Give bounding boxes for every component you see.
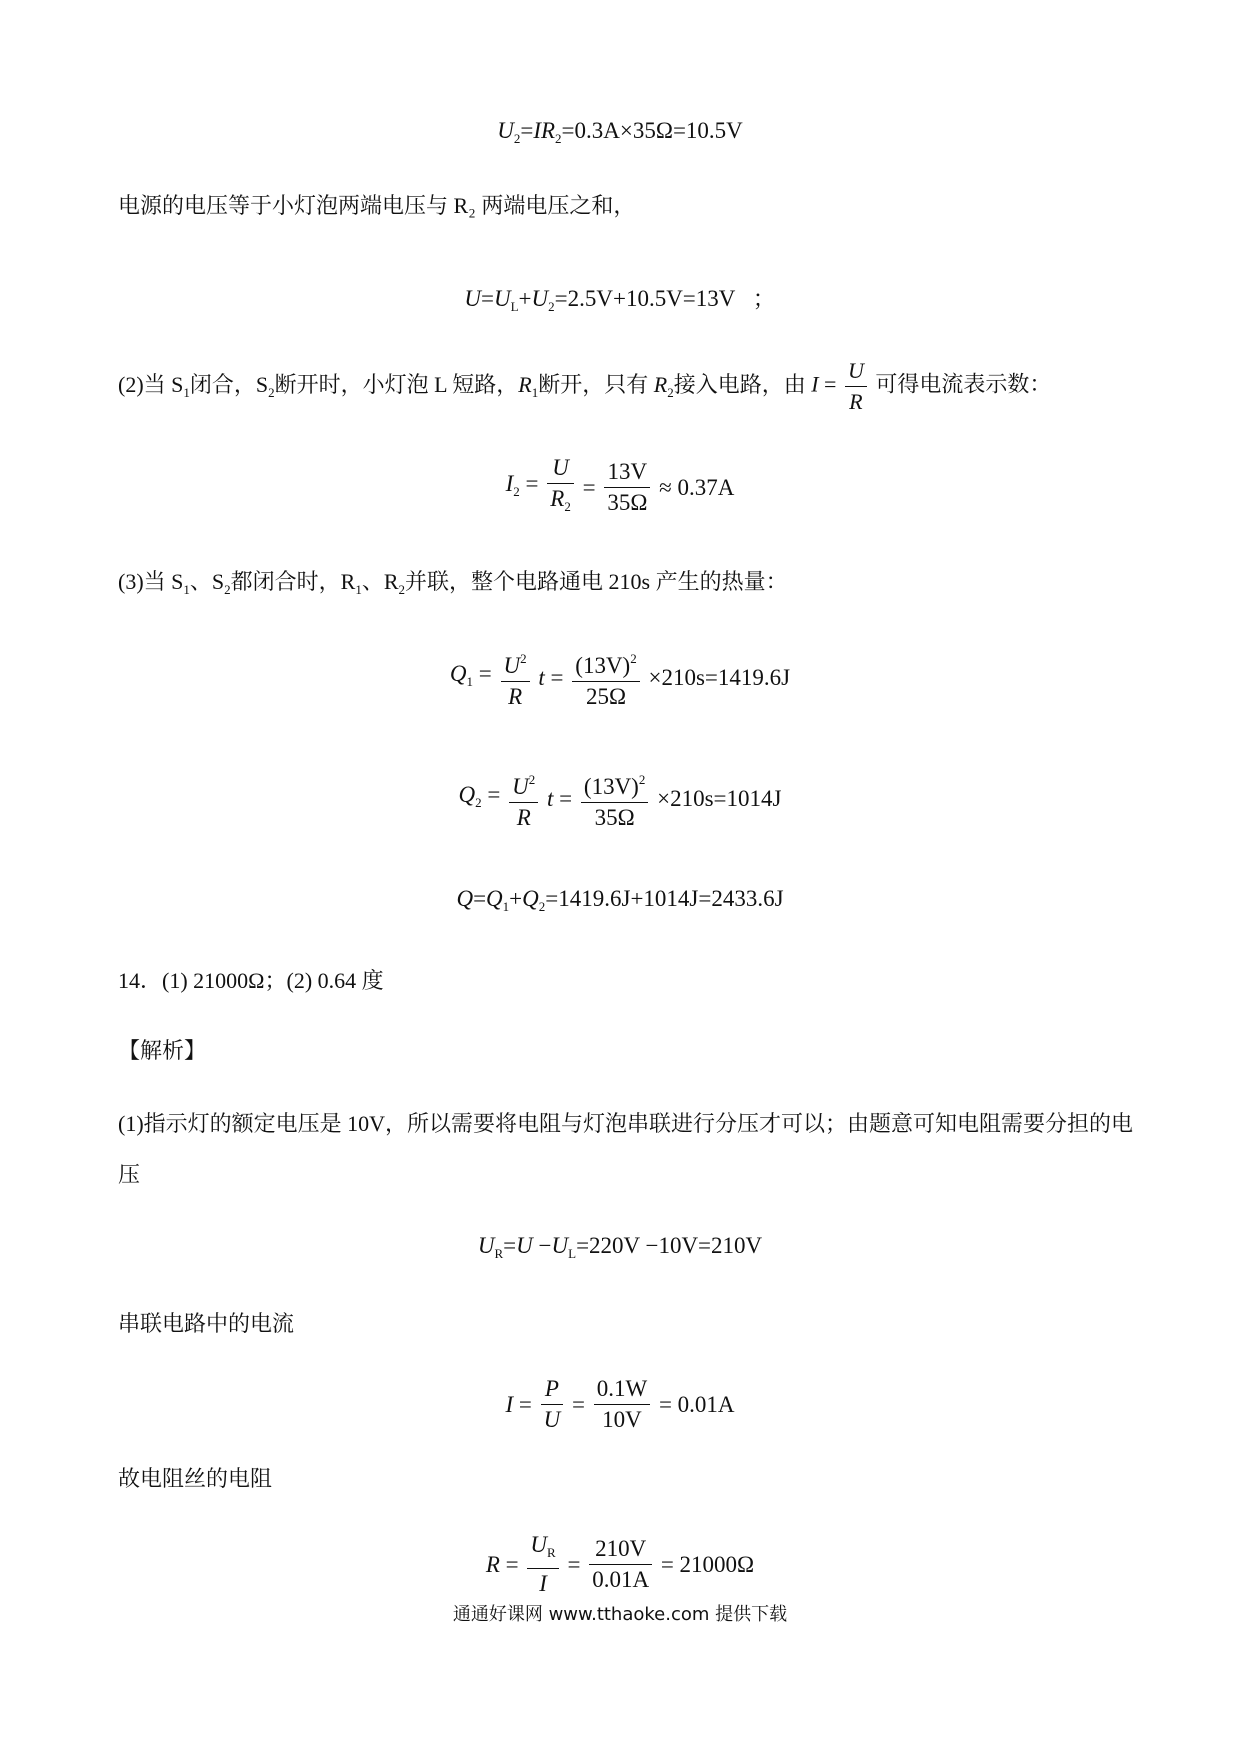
paragraph-resistance: 故电阻丝的电阻 xyxy=(118,1466,273,1491)
paragraph-case-2 xyxy=(118,356,1051,417)
equation-q-total: $Q=Q_1+Q_2=1419.6J+1014J=2433.6J$ xyxy=(456,886,784,914)
equation-q2: $Q_2$ = $\frac{U^2}{R}$ t = $\frac{(13V)^2}{35\Omega}$ ×210s=1014J xyxy=(0,765,1240,833)
paragraph-case-3: (3)当 $S_1$、$S_2$都闭合时，$R_1$、$R_2$并联，整个电路通电 210s 产生的热量： xyxy=(118,569,788,597)
paragraph-analysis-1-cont: 压 xyxy=(118,1162,141,1187)
equation-r: R = $\frac{U_R}{I}$ = $\frac{210V}{0.01A}$ = 21000Ω xyxy=(485,1532,755,1596)
ohm-law-inline: I = $\frac{U}{R}$ xyxy=(811,356,870,417)
paragraph-analysis-1: (1)指示灯的额定电压是 10V，所以需要将电阻与灯泡串联进行分压才可以；由题意可知电阻需要分担的电 xyxy=(118,1111,1134,1136)
equation-u2: $U_2=IR_2=0.3A\times 35\Omega=10.5V$ xyxy=(497,118,743,146)
equation-i2: $I_2$ = $\frac{U}{R_2}$ = $\frac{13V}{35\Omega}$ ≈ 0.37A xyxy=(505,455,735,515)
answer-14: 14．(1) 21000Ω；(2) 0.64 度 xyxy=(118,968,384,993)
equation-ur: $U_R=U -U_L=220V -10V=210V$ xyxy=(477,1233,763,1261)
equation-q1: $Q_1$ = $\frac{U^2}{R}$ t = $\frac{(13V)^2}{25\Omega}$ ×210s=1419.6J xyxy=(0,644,1240,712)
footer-source: 通通好课网 www.tthaoke.com 提供下载 xyxy=(452,1604,788,1625)
equation-u-total: $U=U_L+U_2=2.5V+10.5V=13V$ ； xyxy=(464,286,776,314)
paragraph-series-current: 串联电路中的电流 xyxy=(118,1311,295,1336)
case-2-text-b: 可得电流表示数： xyxy=(875,371,1052,397)
analysis-heading: 【解析】 xyxy=(118,1038,207,1063)
equation-i: I = $\frac{P}{U}$ = $\frac{0.1W}{10V}$ = 0.01A xyxy=(505,1376,735,1432)
case-2-text-a: (2)当 $S_1$闭合，$S_2$断开时，小灯泡 L 短路，$R_1$断开，只有 $R_2$接入电路，由 xyxy=(118,371,806,400)
paragraph-voltage-sum: 电源的电压等于小灯泡两端电压与 R₂ 两端电压之和， xyxy=(118,193,636,218)
